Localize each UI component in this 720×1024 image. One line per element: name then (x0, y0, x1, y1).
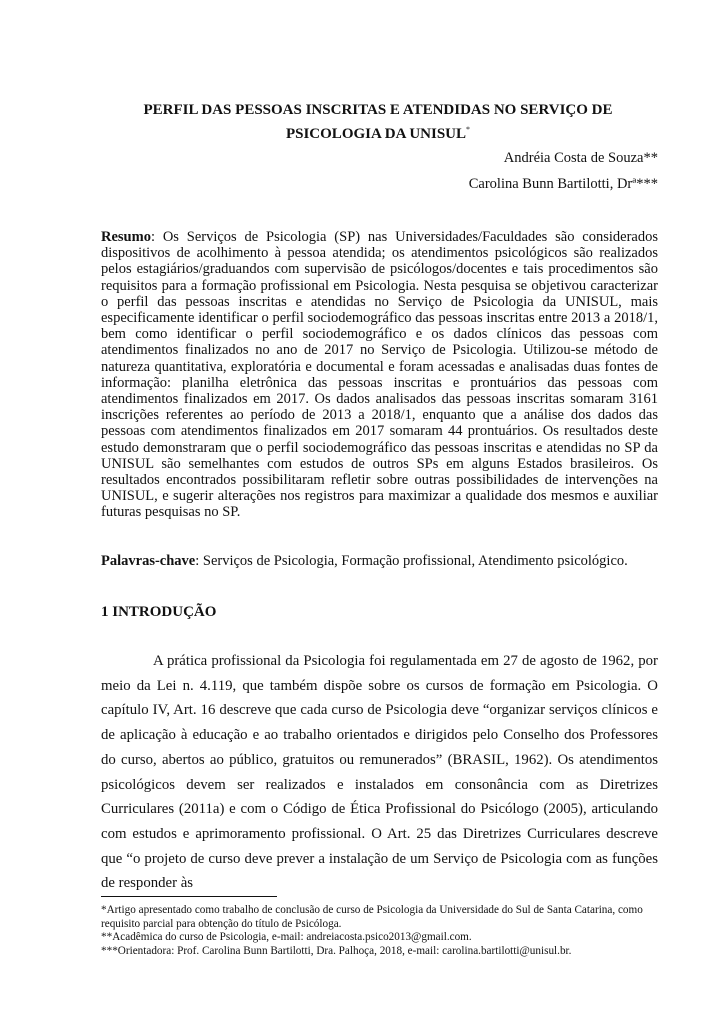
author-1: Andréia Costa de Souza** (503, 150, 658, 166)
title-line-1: PERFIL DAS PESSOAS INSCRITAS E ATENDIDAS NO SERVIÇO DE (143, 102, 613, 118)
footnote-1: *Artigo apresentado como trabalho de conclusão de curso de Psicologia da Universidade do Sul de Santa Catarina, como requisito parcial para obtenção do título de Psicóloga. (101, 904, 643, 930)
abstract (101, 229, 658, 521)
author-2: Carolina Bunn Bartilotti, Drª*** (468, 176, 658, 192)
footnote-3: ***Orientadora: Prof. Carolina Bunn Bartilotti, Dra. Palhoça, 2018, e-mail: carolina.bartilotti@unisul.br. (101, 944, 572, 957)
footnote-2: **Acadêmica do curso de Psicologia, e-mail: andreiacosta.psico2013@gmail.com. (101, 931, 472, 943)
abstract-text: : Os Serviços de Psicologia (SP) nas Universidades/Faculdades são considerados dispositivos de acolhimento à pessoa atendida; os atendimentos psicológicos são realizados pelos estagiários/graduandos com supervisão de psicólogos/docentes e tais procedimentos são requisitos para a formação profissional em Psicologia. Nesta pesquisa se objetivou caracterizar o perfil das pessoas inscritas e atendidas no Serviço de Psicologia da UNISUL, mais especificamente identificar o perfil sociodemográfico das pessoas inscritas entre 2013 a 2018/1, bem como identificar o perfil sociodemográfico e os dados clínicos das pessoas com atendimentos finalizados no ano de 2017 no Serviço de Psicologia. Utilizou-se método de natureza quantitativa, exploratória e documental e foram acessadas e analisadas duas fontes de informação: planilha eletrônica das pessoas inscritas e prontuários das pessoas com atendimentos finalizados em 2017. Os dados analisados das pessoas inscritas somaram 3161 inscrições referentes ao período de 2013 a 2018/1, enquanto que a análise dos dados das pessoas com atendimentos finalizados em 2017 somaram 44 prontuários. Os resultados deste estudo demonstraram que o perfil sociodemográfico das pessoas inscritas e atendidas no SP da UNISUL são semelhantes com estudos de outros SPs em alguns Estados brasileiros. Os resultados encontrados possibilitaram refletir sobre outras possibilidades de intervenções na UNISUL, e sugerir alterações nos registros para maximizar a qualidade dos mesmos e auxiliar futuras pesquisas no SP. (101, 229, 658, 521)
keywords-label: Palavras-chave (101, 553, 196, 569)
section-heading: 1 INTRODUÇÃO (101, 604, 217, 620)
title-footnote-mark: * (466, 125, 471, 134)
title-line-2-text: PSICOLOGIA DA UNISUL (285, 126, 467, 142)
keywords (101, 552, 661, 570)
footnotes (101, 904, 661, 958)
keywords-text: : Serviços de Psicologia, Formação profissional, Atendimento psicológico. (195, 553, 628, 569)
abstract-label: Resumo (101, 229, 151, 245)
footnote-divider (101, 896, 277, 897)
intro-paragraph: A prática profissional da Psicologia foi regulamentada em 27 de agosto de 1962, por meio da Lei n. 4.119, que também dispõe sobre os cursos de formação em Psicologia. O capítulo IV, Art. 16 descreve que cada curso de Psicologia deve “organizar serviços clínicos e de aplicação à educação e ao trabalho orientados e dirigidos pelo Conselho dos Professores do curso, abertos ao público, gratuitos ou remunerados” (BRASIL, 1962). Os atendimentos psicológicos devem ser realizados e instalados em consonância com as Diretrizes Curriculares (2011a) e com o Código de Ética Profissional do Psicólogo (2005), articulando com estudos e aprimoramento profissional. O Art. 25 das Diretrizes Curriculares descreve que “o projeto de curso deve prever a instalação de um Serviço de Psicologia com as funções de responder às (101, 653, 658, 892)
paper-title (100, 100, 656, 144)
title-line-2 (100, 120, 656, 144)
